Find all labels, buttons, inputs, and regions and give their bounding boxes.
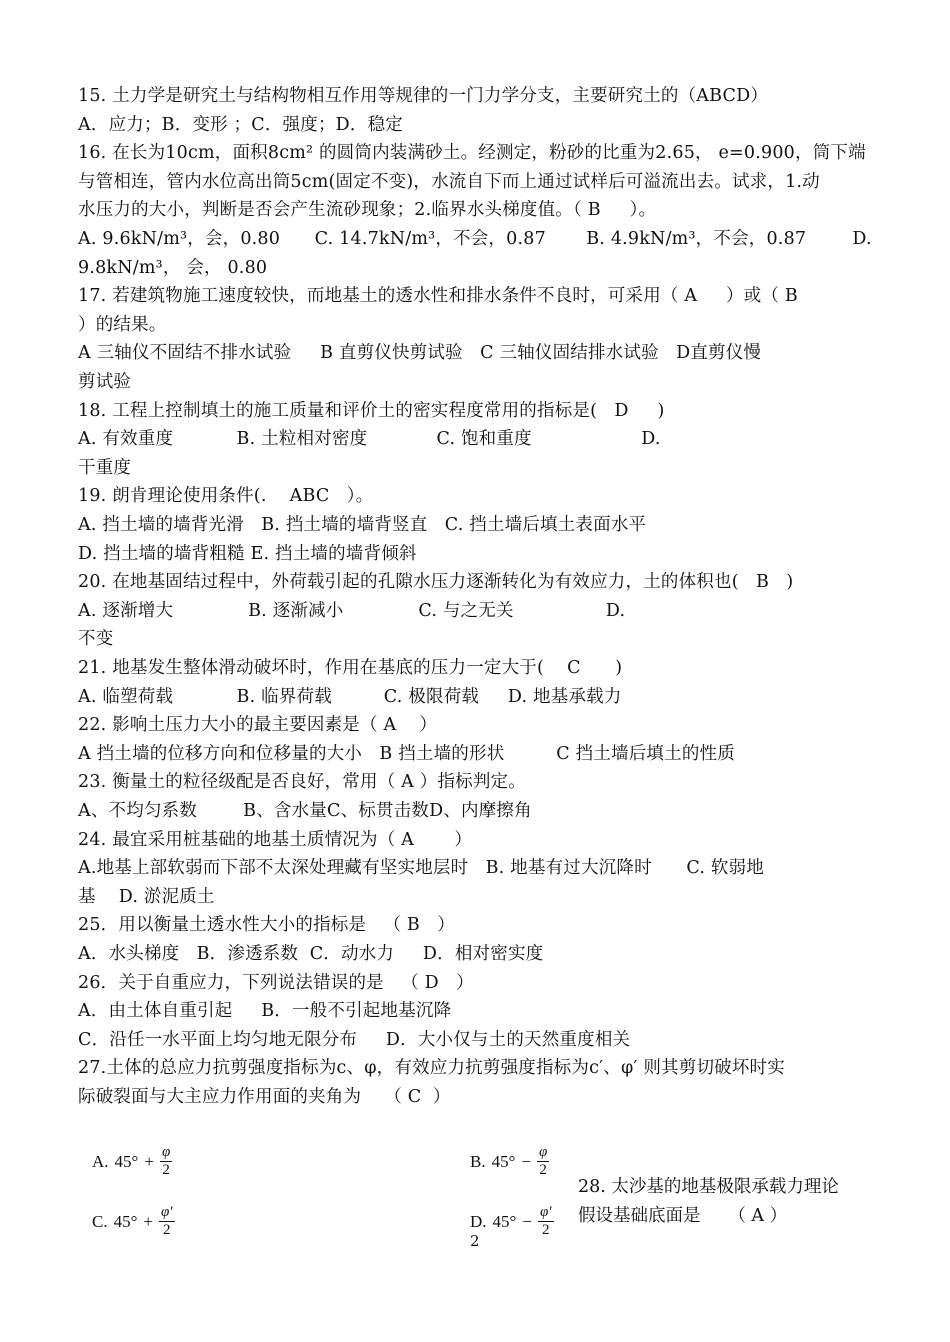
text-line: 不变 [78,629,114,650]
fraction-denominator: 2 [541,1222,550,1238]
text-line: 22. 影响土压力大小的最主要因素是（ A ） [78,715,438,736]
text-line: A．应力；B．变形 ；C．强度；D．稳定 [78,114,403,135]
text-line: A. 挡土墙的墙背光滑 B. 挡土墙的墙背竖直 C. 挡土墙后填土表面水平 [78,515,647,535]
text-line: 19. 朗肯理论使用条件(. ABC ）。 [78,486,374,507]
text-line: 9.8kN/m³， 会， 0.80 [78,257,268,278]
text-line: A. 有效重度 B. 土粒相对密度 C. 饱和重度 D. [78,429,661,450]
text-line: 干重度 [78,457,132,478]
text-line: 基 D. 淤泥质土 [78,886,215,907]
text-line: A. 临塑荷载 B. 临界荷载 C. 极限荷载 D. 地基承载力 [78,686,622,707]
option-base: 45° [491,1151,516,1171]
option-letter: C. [92,1211,108,1231]
option-sign: + [144,1151,154,1171]
option-fraction [160,1144,172,1179]
option-base: 45° [113,1211,138,1231]
text-line: 27.土体的总应力抗剪强度指标为c、φ，有效应力抗剪强度指标为c′、φ′ 则其剪切破坏时实 [78,1058,785,1079]
fraction-numerator: φ′ [539,1204,552,1220]
text-line: 与管相连，管内水位高出筒5cm(固定不变)，水流自下而上通过试样后可溢流出去。试求，1.动 [78,171,820,192]
q27-option-d [470,1204,554,1239]
text-line: 剪试验 [78,372,132,392]
option-base: 45° [492,1211,517,1231]
fraction-numerator: φ [539,1144,548,1160]
text-line: 26．关于自重应力，下列说法错误的是 （ D ） [78,972,474,993]
text-line: 20. 在地基固结过程中，外荷载引起的孔隙水压力逐渐转化为有效应力，土的体积也( B ) [78,572,794,593]
option-base: 45° [114,1151,139,1171]
text-line: A. 逐渐增大 B. 逐渐减小 C. 与之无关 D. [78,600,626,621]
q28-line-2: 假设基础底面是 （ A ） [578,1206,788,1226]
fraction-denominator: 2 [539,1162,547,1178]
text-line: 23. 衡量土的粒径级配是否良好，常用（ A ）指标判定。 [78,772,526,793]
text-line: C．沿任一水平面上均匀地无限分布 D．大小仅与土的天然重度相关 [78,1029,631,1050]
option-fraction [538,1204,554,1239]
text-line: 17. 若建筑物施工速度较快，而地基土的透水性和排水条件不良时，可采用（ A ）或（ B [78,286,798,307]
q27-option-a [92,1144,172,1179]
q27-option-c [92,1204,175,1239]
fraction-numerator: φ′ [161,1204,173,1220]
option-sign: − [522,1211,532,1231]
text-line: 水压力的大小，判断是否会产生流砂现象；2.临界水头梯度值。（ B ）。 [78,200,657,221]
option-fraction [537,1144,549,1179]
text-line: 25．用以衡量土透水性大小的指标是 （ B ） [78,915,455,936]
text-line: A.地基上部软弱而下部不太深处理藏有坚实地层时 B. 地基有过大沉降时 C. 软弱地 [78,858,764,879]
fraction-denominator: 2 [162,1162,170,1178]
fraction-denominator: 2 [163,1222,171,1238]
fraction-numerator: φ [161,1144,171,1160]
text-line: A 挡土墙的位移方向和位移量的大小 B 挡土墙的形状 C 挡土墙后填土的性质 [78,743,735,764]
text-line: 24. 最宜采用桩基础的地基土质情况为（ A ） [78,829,473,850]
q28-line-1: 28. 太沙基的地基极限承载力理论 [578,1177,839,1197]
text-line: D. 挡土墙的墙背粗糙 E. 挡土墙的墙背倾斜 [78,543,417,564]
text-line: A. 9.6kN/m³，会，0.80 C. 14.7kN/m³，不会，0.87 B. 4.9kN/m³，不会，0.87 D. [78,229,872,249]
text-line: 际破裂面与大主应力作用面的夹角为 （ C ） [78,1087,451,1107]
text-line: A 三轴仪不固结不排水试验 B 直剪仪快剪试验 C 三轴仪固结排水试验 D直剪仪慢 [78,343,762,364]
text-line: 16. 在长为10cm，面积8cm² 的圆筒内装满砂土。经测定，粉砂的比重为2.65， e=0.900，筒下端 [78,143,866,164]
text-line: 18. 工程上控制填土的施工质量和评价土的密实程度常用的指标是( D ) [78,400,665,421]
q27-option-b [470,1144,549,1179]
text-line: A．由土体自重引起 B．一般不引起地基沉降 [78,1001,452,1022]
text-line: ）的结果。 [78,314,167,335]
text-line: 15. 土力学是研究土与结构物相互作用等规律的一门力学分支，主要研究土的（ABCD） [78,86,769,106]
option-fraction [159,1204,175,1239]
option-sign: − [521,1151,531,1171]
text-line: 21. 地基发生整体滑动破坏时，作用在基底的压力一定大于( C ) [78,658,623,678]
option-letter: A. [92,1151,109,1171]
text-line: A、不均匀系数 B、含水量C、标贯击数D、内摩擦角 [78,801,532,821]
option-sign: + [143,1211,153,1231]
text-line: A．水头梯度 B．渗透系数 C．动水力 D．相对密实度 [78,944,544,964]
option-letter: B. [470,1151,486,1171]
page-number: 2 [470,1232,480,1250]
option-letter: D. [470,1211,487,1231]
